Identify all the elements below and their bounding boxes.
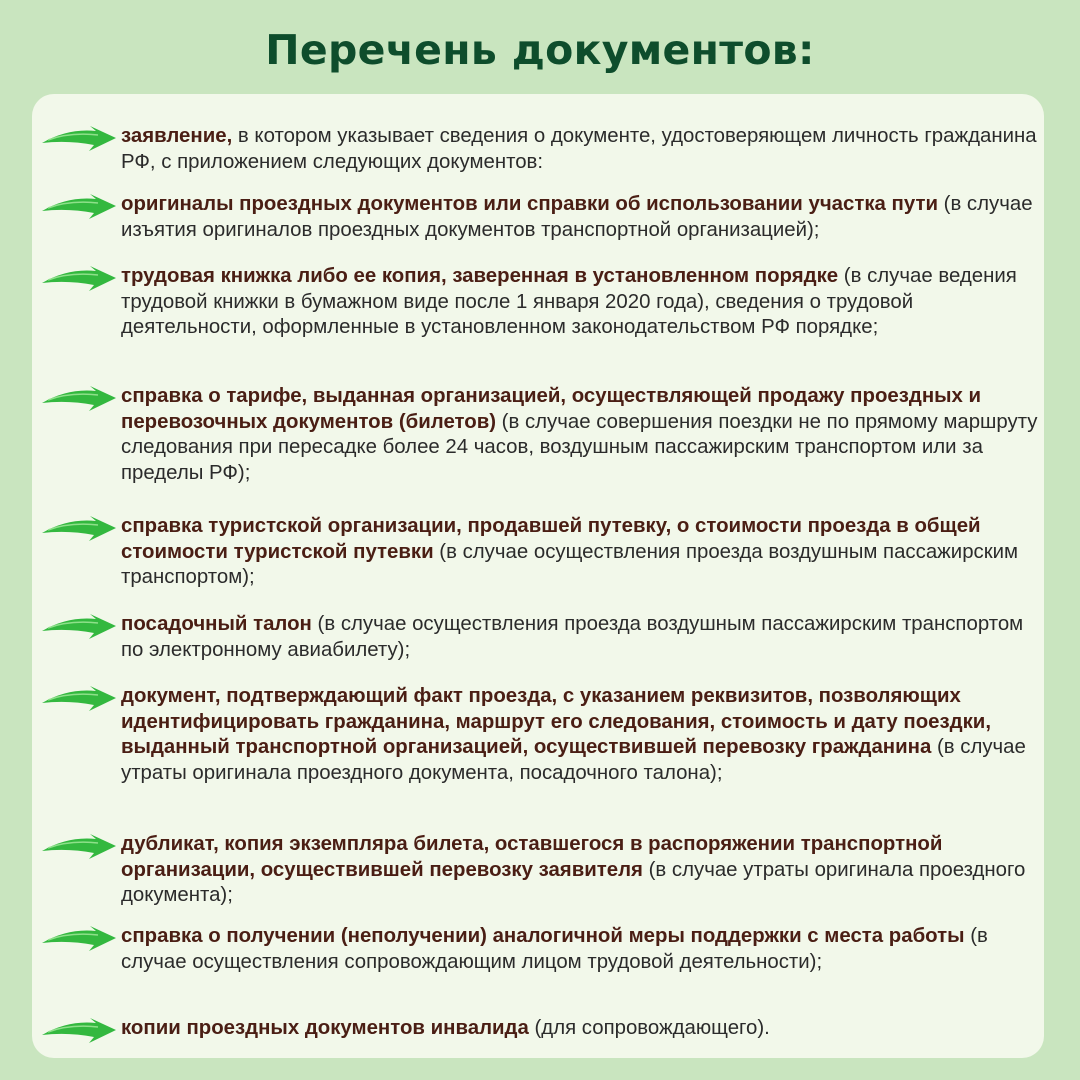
- list-item: [32, 384, 1044, 486]
- item-text: (в случае утраты оригинала проездного документа, посадочного талона);: [121, 736, 1026, 784]
- item-bold-text: посадочный талон: [121, 613, 312, 635]
- documents-card: [32, 94, 1044, 1058]
- list-item: [32, 1016, 1044, 1042]
- item-text: в котором указывает сведения о документе, удостоверяющем личность гражданина РФ, с приложением следующих документов:: [121, 125, 1037, 173]
- list-item: [32, 514, 1044, 591]
- item-bold-text: документ, подтверждающий факт проезда, с указанием реквизитов, позволяющих идентифицировать гражданина, маршрут его следования, стоимость и дату поездки, выданный транспортной организацией, осуществившей перевозку гражданина: [121, 685, 991, 758]
- list-item: [32, 192, 1044, 243]
- item-bold-text: заявление,: [121, 125, 233, 147]
- green-arrow-icon: [42, 926, 116, 952]
- item-bold-text: справка о тарифе, выданная организацией, осуществляющей продажу проездных и перевозочных документов (билетов): [121, 385, 982, 433]
- green-arrow-icon: [42, 194, 116, 220]
- green-arrow-icon: [42, 834, 116, 860]
- green-arrow-icon: [42, 126, 116, 152]
- item-bold-text: справка туристской организации, продавшей путевку, о стоимости проезда в общей стоимости туристской путевки: [121, 515, 981, 563]
- item-text: (в случае осуществления проезда воздушным пассажирским транспортом по электронному авиабилету);: [121, 613, 1024, 661]
- green-arrow-icon: [42, 266, 116, 292]
- item-text: (для сопровождающего).: [528, 1017, 770, 1039]
- item-bold-text: дубликат, копия экземпляра билета, оставшегося в распоряжении транспортной организации, осуществившей перевозку заявителя: [121, 833, 943, 881]
- green-arrow-icon: [42, 1018, 116, 1044]
- list-item: [32, 684, 1044, 786]
- green-arrow-icon: [42, 686, 116, 712]
- item-bold-text: оригиналы проездных документов или справки об использовании участка пути: [121, 193, 938, 215]
- list-item: [32, 264, 1044, 341]
- item-bold-text: копии проездных документов инвалида: [121, 1017, 529, 1039]
- item-text: (в случае совершения поездки не по прямому маршруту следования при пересадке более 24 часов, воздушным пассажирским транспортом или за пределы РФ);: [121, 410, 1038, 484]
- item-text: (в случае утраты оригинала проездного документа);: [121, 858, 1026, 906]
- list-item: [32, 832, 1044, 909]
- list-item: [32, 924, 1044, 975]
- item-text: (в случае осуществления проезда воздушным пассажирским транспортом);: [121, 540, 1019, 588]
- green-arrow-icon: [42, 386, 116, 412]
- item-text: (в случае осуществления сопровождающим лицом трудовой деятельности);: [121, 925, 988, 973]
- green-arrow-icon: [42, 614, 116, 640]
- page-title: Перечень документов:: [265, 26, 815, 74]
- green-arrow-icon: [42, 516, 116, 542]
- item-bold-text: трудовая книжка либо ее копия, заверенная в установленном порядке: [121, 265, 839, 287]
- list-item: [32, 124, 1044, 175]
- item-text: (в случае изъятия оригиналов проездных документов транспортной организацией);: [121, 193, 1033, 241]
- item-bold-text: справка о получении (неполучении) аналогичной меры поддержки с места работы: [121, 925, 965, 947]
- item-text: (в случае ведения трудовой книжки в бумажном виде после 1 января 2020 года), сведения о трудовой деятельности, оформленные в установленном законодательством РФ порядке;: [121, 265, 1017, 338]
- list-item: [32, 612, 1044, 663]
